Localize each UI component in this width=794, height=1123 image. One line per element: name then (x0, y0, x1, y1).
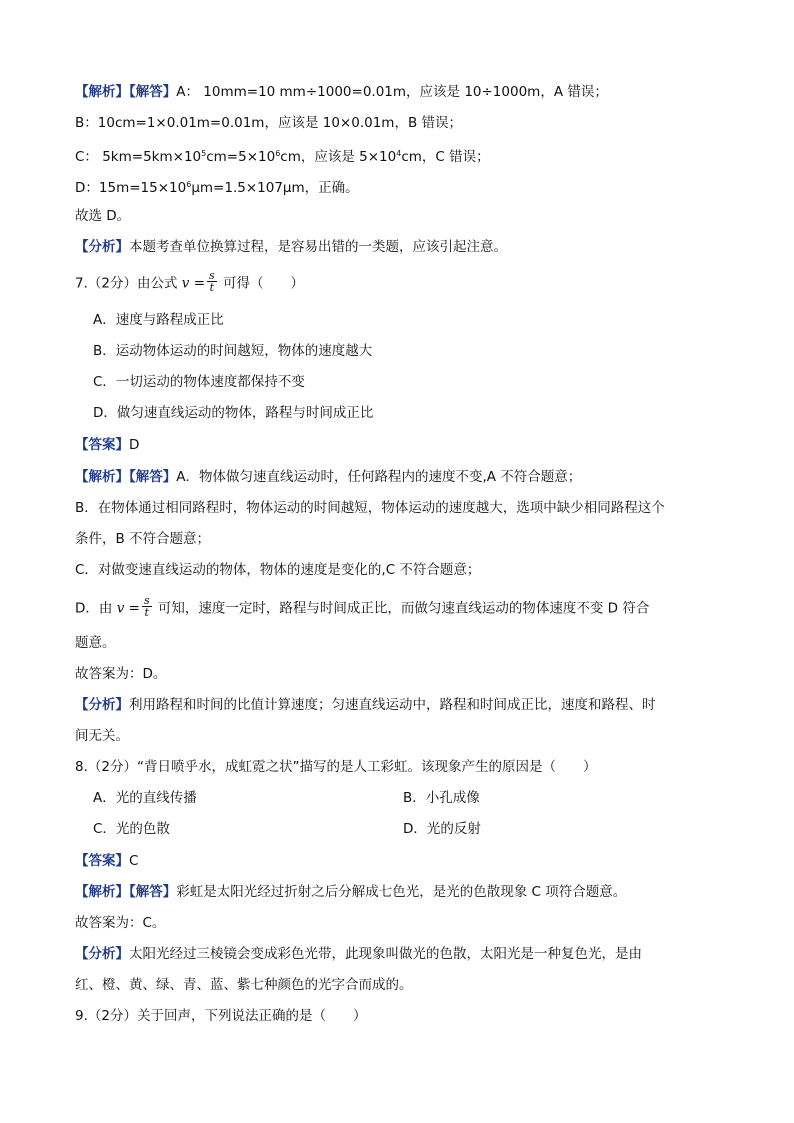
q8-review-line-2: 红、橙、黄、绿、青、蓝、紫七种颜色的光字合而成的。 (75, 977, 413, 993)
q7-sol5-prefix: D．由 (75, 600, 113, 617)
q7-option-b: B．运动物体运动的时间越短，物体的速度越大 (93, 343, 373, 359)
q9-stem: 9.（2分）关于回声，下列说法正确的是（ ） (75, 1008, 367, 1024)
q8-options-row-1 (93, 788, 480, 808)
q7-stem-tail: 可得（ ） (222, 275, 304, 292)
q7-sol5-suffix: 可知，速度一定时，路程与时间成正比，而做匀速直线运动的物体速度不变 D 符合 (157, 600, 650, 617)
prev-l3-part-d: cm，C 错误； (401, 149, 490, 165)
q7-option-a: A．速度与路程成正比 (93, 312, 224, 328)
prev-l3-part-b: cm=5×10 (206, 149, 276, 165)
answer-tag: 【答案】 (75, 437, 129, 453)
q7-option-c: C．一切运动的物体速度都保持不变 (93, 374, 305, 390)
q7-sol-formula-fraction (142, 595, 152, 618)
prev-solution-line-2: B：10cm=1×0.01m=0.01m，应该是 10×0.01m，B 错误； (75, 115, 462, 131)
solution-tag: 【解答】 (129, 884, 177, 900)
prev-solution-line-3 (75, 144, 490, 167)
prev-l3-part-c: cm，应该是 5×10 (280, 149, 397, 165)
q7-review-text-1: 利用路程和时间的比值计算速度；匀速直线运动中，路程和时间成正比，速度和路程、时 (129, 697, 656, 713)
q7-formula-denominator: t (209, 281, 215, 294)
prev-l3-exponent-2: 6 (275, 149, 281, 158)
analysis-tag: 【解析】 (75, 84, 129, 100)
q8-option-c: C．光的色散 (93, 821, 170, 837)
q8-solution-line (75, 882, 626, 902)
answer-tag: 【答案】 (75, 853, 129, 869)
q7-answer-line (75, 435, 139, 455)
q7-final-answer: 故答案为：D。 (75, 666, 167, 682)
review-tag: 【分析】 (75, 946, 129, 962)
q7-sol-formula-numerator: s (143, 594, 150, 607)
q8-option-d: D．光的反射 (403, 821, 481, 837)
q7-solution-line-2: B．在物体通过相同路程时，物体运动的时间越短，物体运动的速度越大，选项中缺少相同路程这个 (75, 500, 665, 516)
solution-tag: 【解答】 (129, 84, 177, 100)
q7-solution-line-5 (75, 594, 650, 620)
q7-formula-lhs: v = (181, 275, 206, 292)
q7-solution-line-3: 条件，B 不符合题意； (75, 531, 211, 547)
q8-option-b: B．小孔成像 (403, 790, 480, 806)
review-tag: 【分析】 (75, 239, 129, 255)
q7-formula-fraction (207, 270, 217, 293)
prev-l4-part-b: μm=1.5×107μm，正确。 (191, 180, 359, 196)
q8-review-text-1: 太阳光经过三棱镜会变成彩色光带，此现象叫做光的色散，太阳光是一种复色光，是由 (129, 946, 642, 962)
q8-answer-line (75, 851, 138, 871)
prev-l3-exponent-3: 4 (396, 149, 402, 158)
q7-solution-line-1 (75, 467, 581, 487)
q7-review-line-1 (75, 695, 656, 715)
q8-answer: C (129, 853, 139, 869)
q7-sol-formula-lhs: v = (116, 600, 140, 617)
analysis-tag: 【解析】 (75, 884, 129, 900)
q8-review-line-1 (75, 944, 642, 964)
q7-sol-formula-denominator: t (144, 606, 149, 619)
q8-stem: 8.（2分）“背日喷乎水，成虹霓之状”描写的是人工彩虹。该现象产生的原因是（ ） (75, 759, 597, 775)
q7-review-line-2: 间无关。 (75, 728, 129, 744)
q7-stem-text: 7.（2分）由公式 (75, 275, 178, 292)
q8-options-row-2 (93, 819, 481, 839)
prev-l4-part-a: D：15m=15×10 (75, 180, 187, 196)
prev-solution-line-1 (75, 82, 608, 102)
q7-formula-numerator: s (209, 269, 215, 282)
q8-final-answer: 故答案为：C。 (75, 915, 166, 931)
prev-l3-part-a: C： 5km=5km×10 (75, 149, 202, 165)
q7-solution-line-6: 题意。 (75, 635, 116, 651)
prev-solution-line-4 (75, 175, 359, 198)
prev-review-line (75, 237, 507, 257)
q8-option-a: A．光的直线传播 (93, 790, 197, 806)
solution-tag: 【解答】 (129, 469, 177, 485)
q8-solution-text: 彩虹是太阳光经过折射之后分解成七色光，是光的色散现象 C 项符合题意。 (176, 884, 627, 900)
q7-solution-text-1: A．物体做匀速直线运动时，任何路程内的速度不变,A 不符合题意； (176, 469, 582, 485)
review-tag: 【分析】 (75, 697, 129, 713)
prev-review-text: 本题考查单位换算过程，是容易出错的一类题，应该引起注意。 (129, 239, 507, 255)
prev-l3-exponent-1: 5 (201, 149, 207, 158)
q7-option-d: D．做匀速直线运动的物体，路程与时间成正比 (93, 405, 374, 421)
prev-final-answer: 故选 D。 (75, 208, 131, 224)
prev-solution-text-1: A： 10mm=10 mm÷1000=0.01m，应该是 10÷1000m，A 错误； (176, 84, 608, 100)
analysis-tag: 【解析】 (75, 469, 129, 485)
q7-stem (75, 269, 304, 295)
prev-l4-exponent: 6 (186, 180, 192, 189)
q7-solution-line-4: C．对做变速直线运动的物体，物体的速度是变化的,C 不符合题意； (75, 562, 481, 578)
q7-answer: D (129, 437, 140, 453)
